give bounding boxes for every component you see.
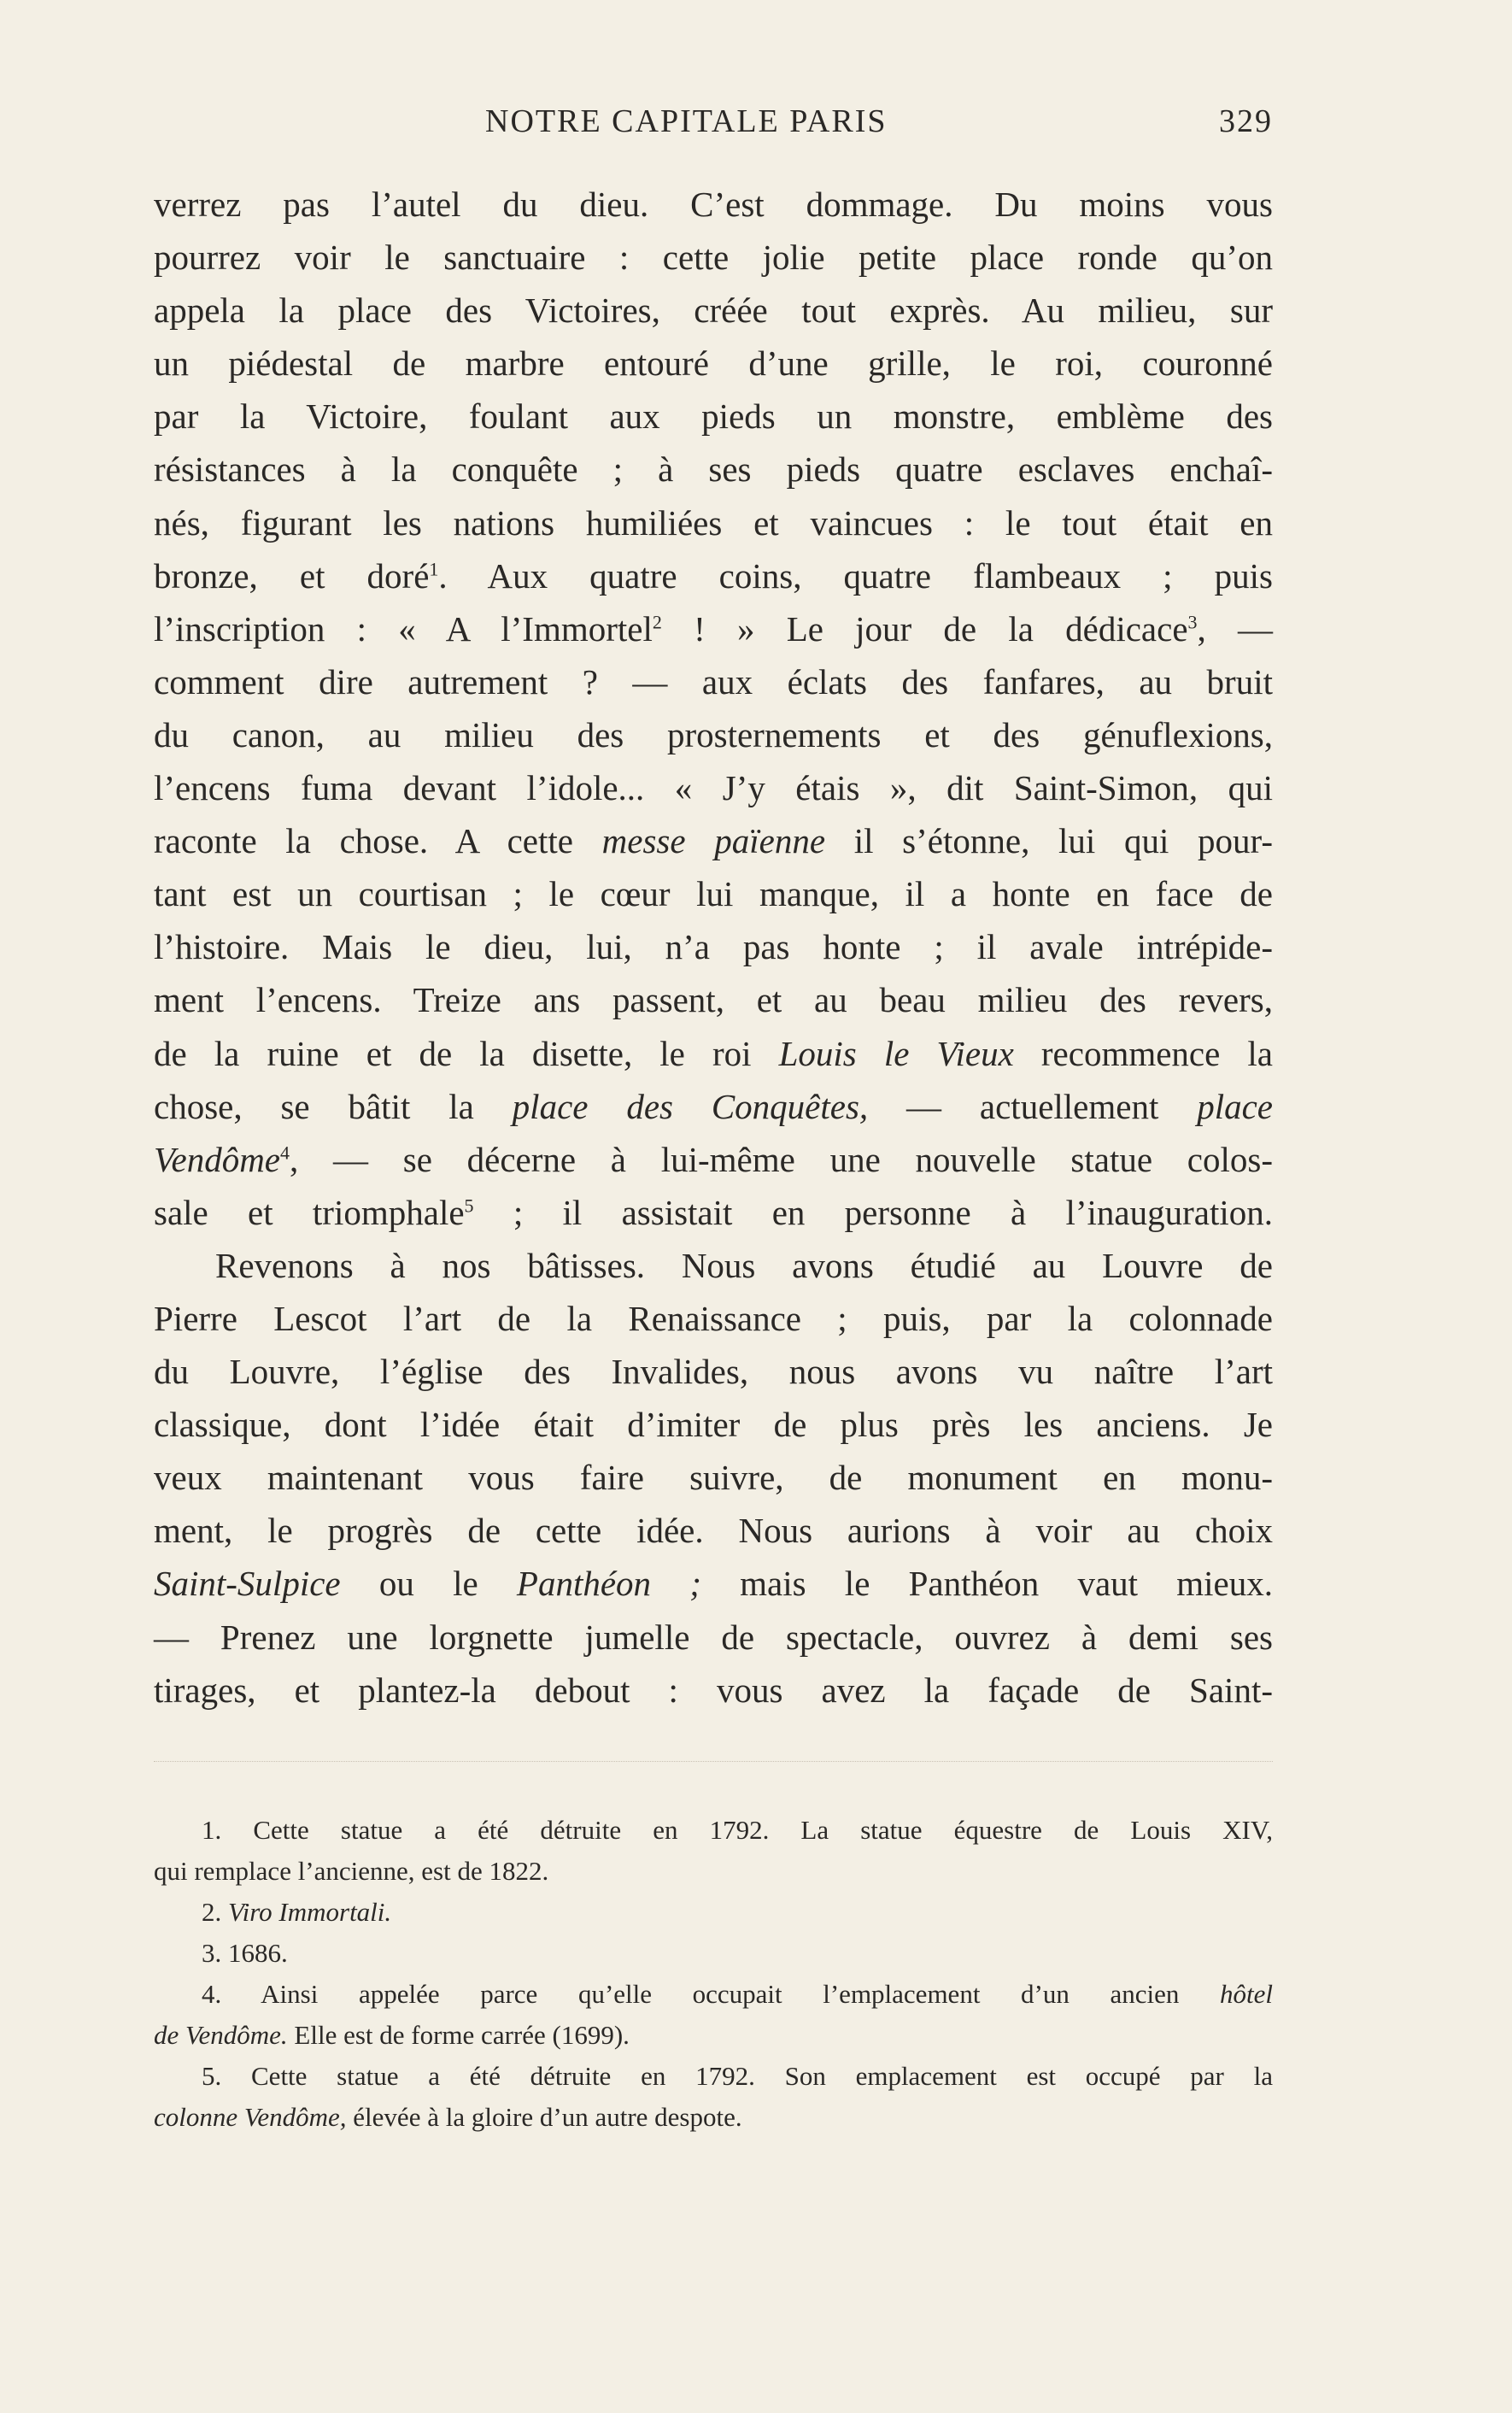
page-number: 329: [1219, 103, 1273, 139]
body-line: résistances à la conquête ; à ses pieds quatre esclaves enchaî-: [154, 449, 1273, 490]
body-line: l’inscription : « A l’Immortel$^2$ ! » Le jour de la dédicace$^3$, —: [154, 608, 1273, 649]
footnote-line: de Vendôme. Elle est de forme carrée (1699).: [154, 2020, 630, 2050]
body-line: Pierre Lescot l’art de la Renaissance ; puis, par la colonnade: [154, 1298, 1273, 1338]
footnote-ref-2: 2: [652, 611, 662, 633]
body-line: Revenons à nos bâtisses. Nous avons étudié au Louvre de: [215, 1245, 1273, 1285]
body-line: de la ruine et de la disette, le roi Louis le Vieux recommence la: [154, 1033, 1274, 1073]
footnote-ref-5: 5: [464, 1195, 474, 1217]
body-line: ment, le progrès de cette idée. Nous aurions à voir au choix: [154, 1511, 1273, 1551]
body-line: tirages, et plantez-la debout : vous avez la façade de Saint-: [154, 1670, 1273, 1710]
footnote-line: colonne Vendôme, élevée à la gloire d’un autre despote.: [154, 2102, 742, 2132]
body-line: l’encens fuma devant l’idole... « J’y étais », dit Saint-Simon, qui: [154, 768, 1273, 808]
body-line: classique, dont l’idée était d’imiter de plus près les anciens. Je: [154, 1405, 1273, 1445]
body-line: l’histoire. Mais le dieu, lui, n’a pas honte ; il avale intrépide-: [154, 927, 1273, 967]
body-line: Vendôme$^4$, — se décerne à lui-même une nouvelle statue colos-: [154, 1139, 1273, 1179]
body-line: verrez pas l’autel du dieu. C’est dommage. Du moins vous: [154, 185, 1273, 224]
body-line: nés, figurant les nations humiliées et vaincues : le tout était en: [154, 502, 1273, 543]
body-line: par la Victoire, foulant aux pieds un monstre, emblème des: [154, 396, 1273, 437]
footnote-line: 1. Cette statue a été détruite en 1792. La statue équestre de Louis XIV,: [202, 1815, 1273, 1845]
body-line: ment l’encens. Treize ans passent, et au beau milieu des revers,: [154, 980, 1273, 1020]
footnotes: [154, 1810, 1273, 2138]
body-line: comment dire autrement ? — aux éclats des fanfares, au bruit: [154, 661, 1273, 702]
footnote-ref-4: 4: [280, 1142, 290, 1164]
footnote-separator: [154, 1761, 1273, 1762]
footnote-line: 2. Viro Immortali.: [202, 1897, 392, 1927]
body-line: tant est un courtisan ; le cœur lui manque, il a honte en face de: [154, 874, 1273, 914]
body-line: raconte la chose. A cette messe païenne il s’étonne, lui qui pour-: [154, 821, 1274, 861]
footnote-ref-1: 1: [429, 558, 439, 579]
footnote-line: 5. Cette statue a été détruite en 1792. Son emplacement est occupé par la: [202, 2061, 1273, 2091]
body-line: sale et triomphale$^5$ ; il assistait en personne à l’inauguration.: [154, 1192, 1273, 1232]
body-line: un piédestal de marbre entouré d’une grille, le roi, couronné: [154, 343, 1273, 384]
body-line: pourrez voir le sanctuaire : cette jolie petite place ronde qu’on: [154, 238, 1273, 278]
footnote-line: 3. 1686.: [202, 1938, 288, 1968]
footnote-line: 4. Ainsi appelée parce qu’elle occupait l’emplacement d’un ancien hôtel: [202, 1979, 1273, 2009]
running-title: NOTRE CAPITALE PARIS: [485, 103, 888, 139]
body-line: veux maintenant vous faire suivre, de monument en monu-: [154, 1458, 1273, 1498]
body-line: bronze, et doré$^1$. Aux quatre coins, quatre flambeaux ; puis: [154, 555, 1273, 596]
body-line: Saint-Sulpice ou le Panthéon ; mais le Panthéon vaut mieux.: [154, 1564, 1273, 1604]
page-header: [154, 103, 1273, 145]
body-line: appela la place des Victoires, créée tout exprès. Au milieu, sur: [154, 291, 1273, 331]
body-line: du Louvre, l’église des Invalides, nous avons vu naître l’art: [154, 1352, 1273, 1392]
body-line: du canon, au milieu des prosternements et des génuflexions,: [154, 714, 1273, 754]
body-line: chose, se bâtit la place des Conquêtes, — actuellement place: [154, 1086, 1274, 1126]
body-text: [154, 178, 1273, 1717]
body-line: — Prenez une lorgnette jumelle de spectacle, ouvrez à demi ses: [154, 1617, 1273, 1657]
footnote-ref-3: 3: [1187, 611, 1198, 633]
footnote-line: qui remplace l’ancienne, est de 1822.: [154, 1856, 549, 1886]
